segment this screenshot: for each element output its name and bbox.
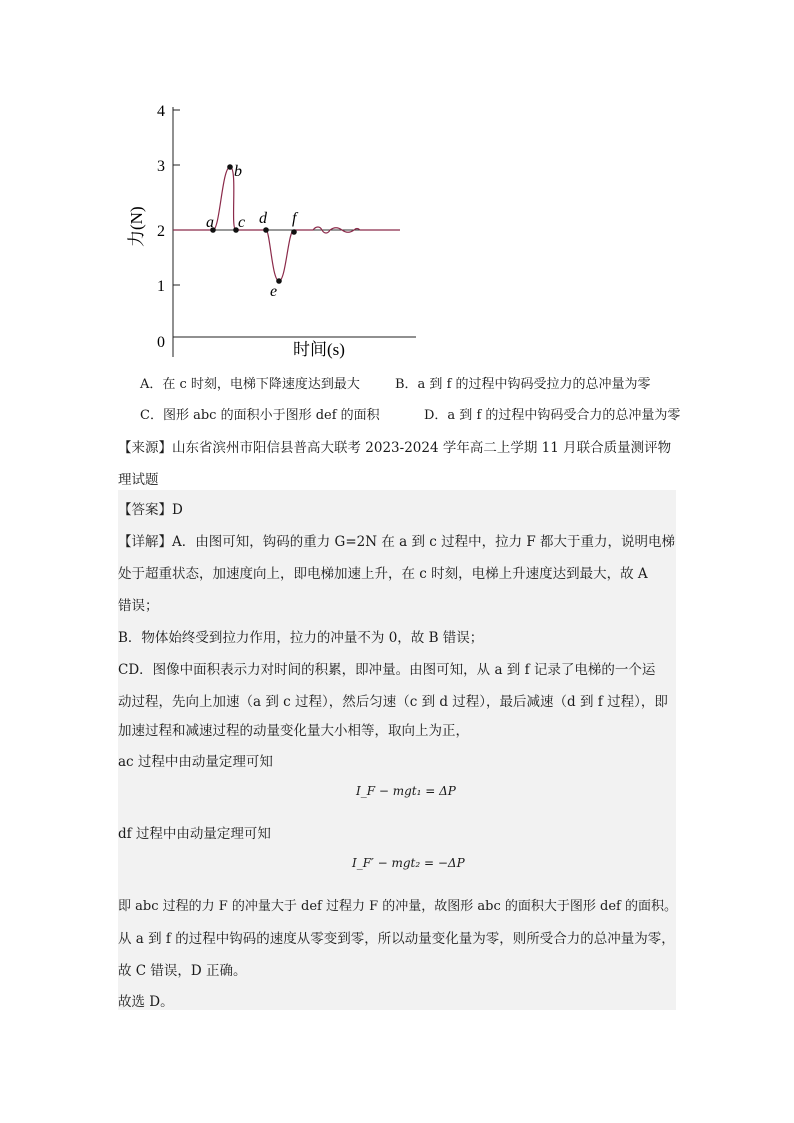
label-a: a xyxy=(206,214,214,231)
detail-line-11: 从 a 到 f 的过程中钩码的速度从零变到零，所以动量变化量为零，则所受合力的总冲量为零， xyxy=(118,931,675,947)
detail-line-7: 加速过程和减速过程的动量变化量大小相等，取向上为正， xyxy=(118,723,469,739)
detail-line-10: 即 abc 过程的力 F 的冲量大于 def 过程力 F 的冲量，故图形 abc 的面积大于图形 def 的面积。 xyxy=(118,899,677,914)
y-tick-0: 0 xyxy=(157,334,165,351)
option-d: D．a 到 f 的过程中钩码受合力的总冲量为零 xyxy=(424,408,681,423)
detail-line-6: 动过程，先向上加速（a 到 c 过程），然后匀速（c 到 d 过程），最后减速（d 到 f 过程），即 xyxy=(118,694,668,710)
source-line-1: 【来源】山东省滨州市阳信县普高大联考 2023-2024 学年高二上学期 11 月联合质量测评物 xyxy=(118,440,672,456)
label-c: c xyxy=(238,214,246,231)
y-tick-4: 4 xyxy=(157,103,165,120)
option-a: A．在 c 时刻，电梯下降速度达到最大 xyxy=(140,377,360,392)
point-b xyxy=(227,164,233,170)
answer-line: 【答案】D xyxy=(118,502,183,518)
detail-line-4: B．物体始终受到拉力作用，拉力的冲量不为 0，故 B 错误； xyxy=(118,630,484,646)
y-tick-3: 3 xyxy=(157,158,165,175)
detail-line-2: 处于超重状态，加速度向上，即电梯加速上升，在 c 时刻，电梯上升速度达到最大，故 A xyxy=(118,566,648,582)
label-b: b xyxy=(234,163,242,180)
point-d xyxy=(263,227,269,233)
option-c: C．图形 abc 的面积小于图形 def 的面积 xyxy=(140,408,380,423)
source-line-2: 理试题 xyxy=(118,472,159,488)
y-axis-label: 力(N) xyxy=(127,206,146,247)
label-d: d xyxy=(259,210,267,227)
y-tick-2: 2 xyxy=(157,223,165,240)
formula-1: I_F − mgt₁ = ΔP xyxy=(356,784,456,798)
label-f: f xyxy=(292,210,297,227)
detail-line-13: 故选 D。 xyxy=(118,994,174,1010)
force-time-graph xyxy=(118,95,418,360)
detail-line-1: 【详解】A．由图可知，钩码的重力 G=2N 在 a 到 c 过程中，拉力 F 都大于重力，说明电梯 xyxy=(118,534,676,550)
y-tick-1: 1 xyxy=(157,278,165,295)
detail-line-9: df 过程中由动量定理可知 xyxy=(118,826,271,842)
detail-line-5: CD．图像中面积表示力对时间的积累，即冲量。由图可知，从 a 到 f 记录了电梯的一个运 xyxy=(118,662,656,678)
option-b: B．a 到 f 的过程中钩码受拉力的总冲量为零 xyxy=(395,377,651,392)
label-e: e xyxy=(270,283,278,300)
x-axis-label: 时间(s) xyxy=(293,340,345,359)
point-f xyxy=(291,229,297,235)
detail-line-3: 错误； xyxy=(118,598,159,614)
detail-line-8: ac 过程中由动量定理可知 xyxy=(118,754,273,770)
detail-line-12: 故 C 错误，D 正确。 xyxy=(118,963,247,979)
formula-2: I_F′ − mgt₂ = −ΔP xyxy=(352,856,465,870)
